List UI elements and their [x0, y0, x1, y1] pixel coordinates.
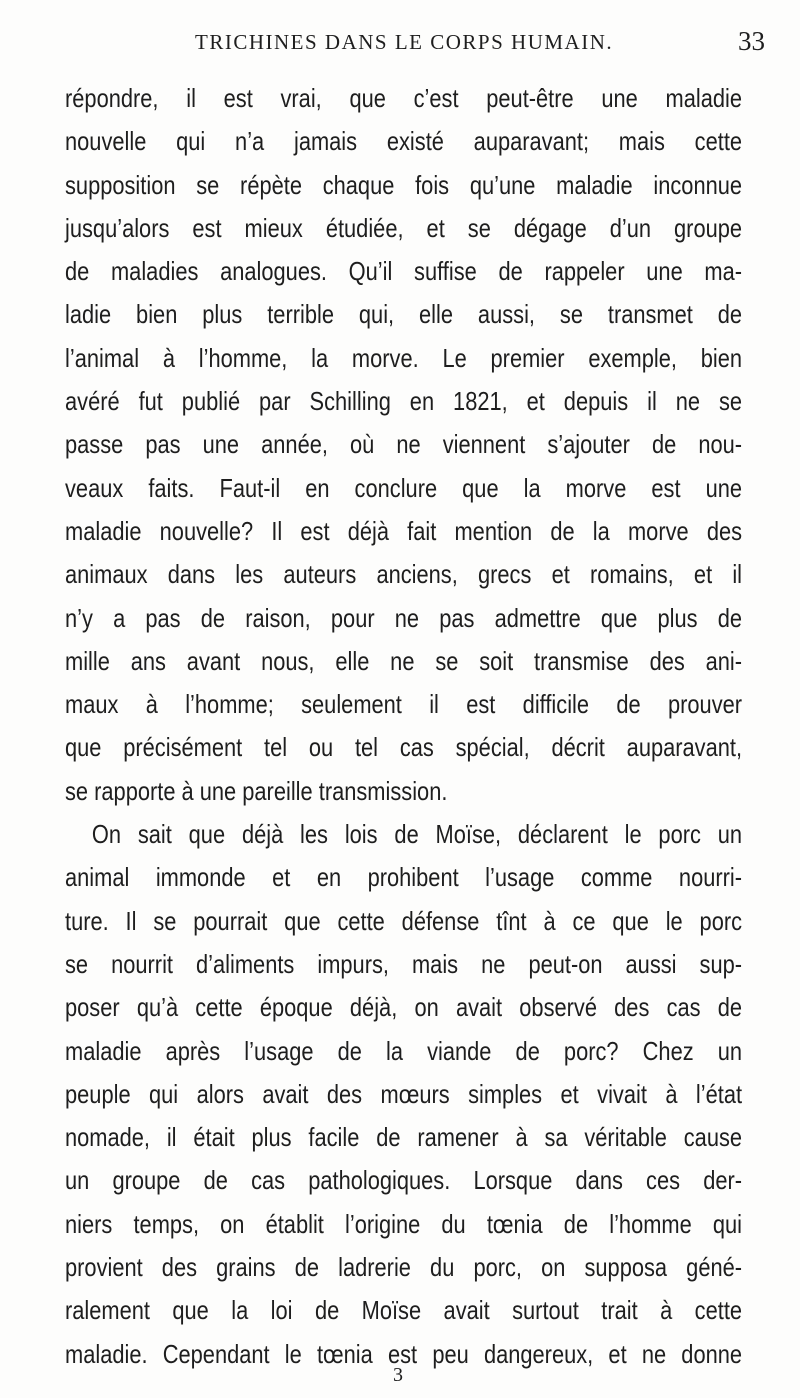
text-line: supposition se répète chaque fois qu’une maladie inconnue	[65, 169, 743, 200]
text-line: répondre, il est vrai, que c’est peut-être une maladie	[65, 83, 743, 113]
text-line: niers temps, on établit l’origine du tœnia de l’homme qui	[65, 1208, 743, 1239]
text-line: maladie nouvelle? Il est déjà fait mention de la morve des	[65, 515, 743, 546]
text-line: maladie après l’usage de la viande de porc? Chez un	[65, 1035, 743, 1066]
running-header: TRICHINES DANS LE CORPS HUMAIN.	[195, 30, 614, 54]
page-number: 33	[738, 26, 765, 56]
text-line: nouvelle qui n’a jamais existé auparavant; mais cette	[65, 126, 743, 157]
text-line: maux à l’homme; seulement il est difficile de prouver	[65, 689, 743, 720]
paragraph-start-line: On sait que déjà les lois de Moïse, déclarent le porc un	[91, 819, 743, 850]
text-line: animaux dans les auteurs anciens, grecs et romains, et il	[65, 559, 743, 590]
signature-mark: 3	[393, 1364, 403, 1386]
text-line: passe pas une année, où ne viennent s’ajouter de nou-	[65, 429, 743, 460]
text-line: poser qu’à cette époque déjà, on avait observé des cas de	[65, 992, 743, 1023]
text-line: que précisément tel ou tel cas spécial, décrit auparavant,	[65, 732, 743, 763]
body-text	[65, 77, 743, 1376]
text-line: ture. Il se pourrait que cette défense tînt à ce que le porc	[65, 905, 743, 936]
text-line: animal immonde et en prohibent l’usage comme nourri-	[65, 862, 743, 893]
text-line: peuple qui alors avait des mœurs simples et vivait à l’état	[65, 1078, 743, 1109]
text-line: un groupe de cas pathologiques. Lorsque dans ces der-	[65, 1165, 743, 1196]
text-line: ralement que la loi de Moïse avait surtout trait à cette	[65, 1295, 743, 1326]
paragraph-end-line: se rapporte à une pareille transmission.	[65, 775, 448, 806]
text-line: veaux faits. Faut-il en conclure que la morve est une	[65, 472, 743, 503]
text-line: mille ans avant nous, elle ne se soit transmise des ani-	[65, 645, 743, 676]
text-line: avéré fut publié par Schilling en 1821, et depuis il ne se	[65, 386, 743, 417]
text-line: se nourrit d’aliments impurs, mais ne peut-on aussi sup-	[65, 948, 743, 979]
text-line: n’y a pas de raison, pour ne pas admettre que plus de	[65, 602, 743, 633]
text-line: l’animal à l’homme, la morve. Le premier exemple, bien	[65, 342, 743, 373]
text-line: ladie bien plus terrible qui, elle aussi, se transmet de	[65, 299, 743, 330]
text-line: nomade, il était plus facile de ramener à sa véritable cause	[65, 1122, 743, 1153]
text-line: maladie. Cependant le tœnia est peu dangereux, et ne donne	[65, 1338, 743, 1369]
text-line: jusqu’alors est mieux étudiée, et se dégage d’un groupe	[65, 212, 743, 243]
text-line: de maladies analogues. Qu’il suffise de rappeler une ma-	[65, 256, 743, 287]
text-line: provient des grains de ladrerie du porc, on supposa géné-	[65, 1252, 743, 1283]
